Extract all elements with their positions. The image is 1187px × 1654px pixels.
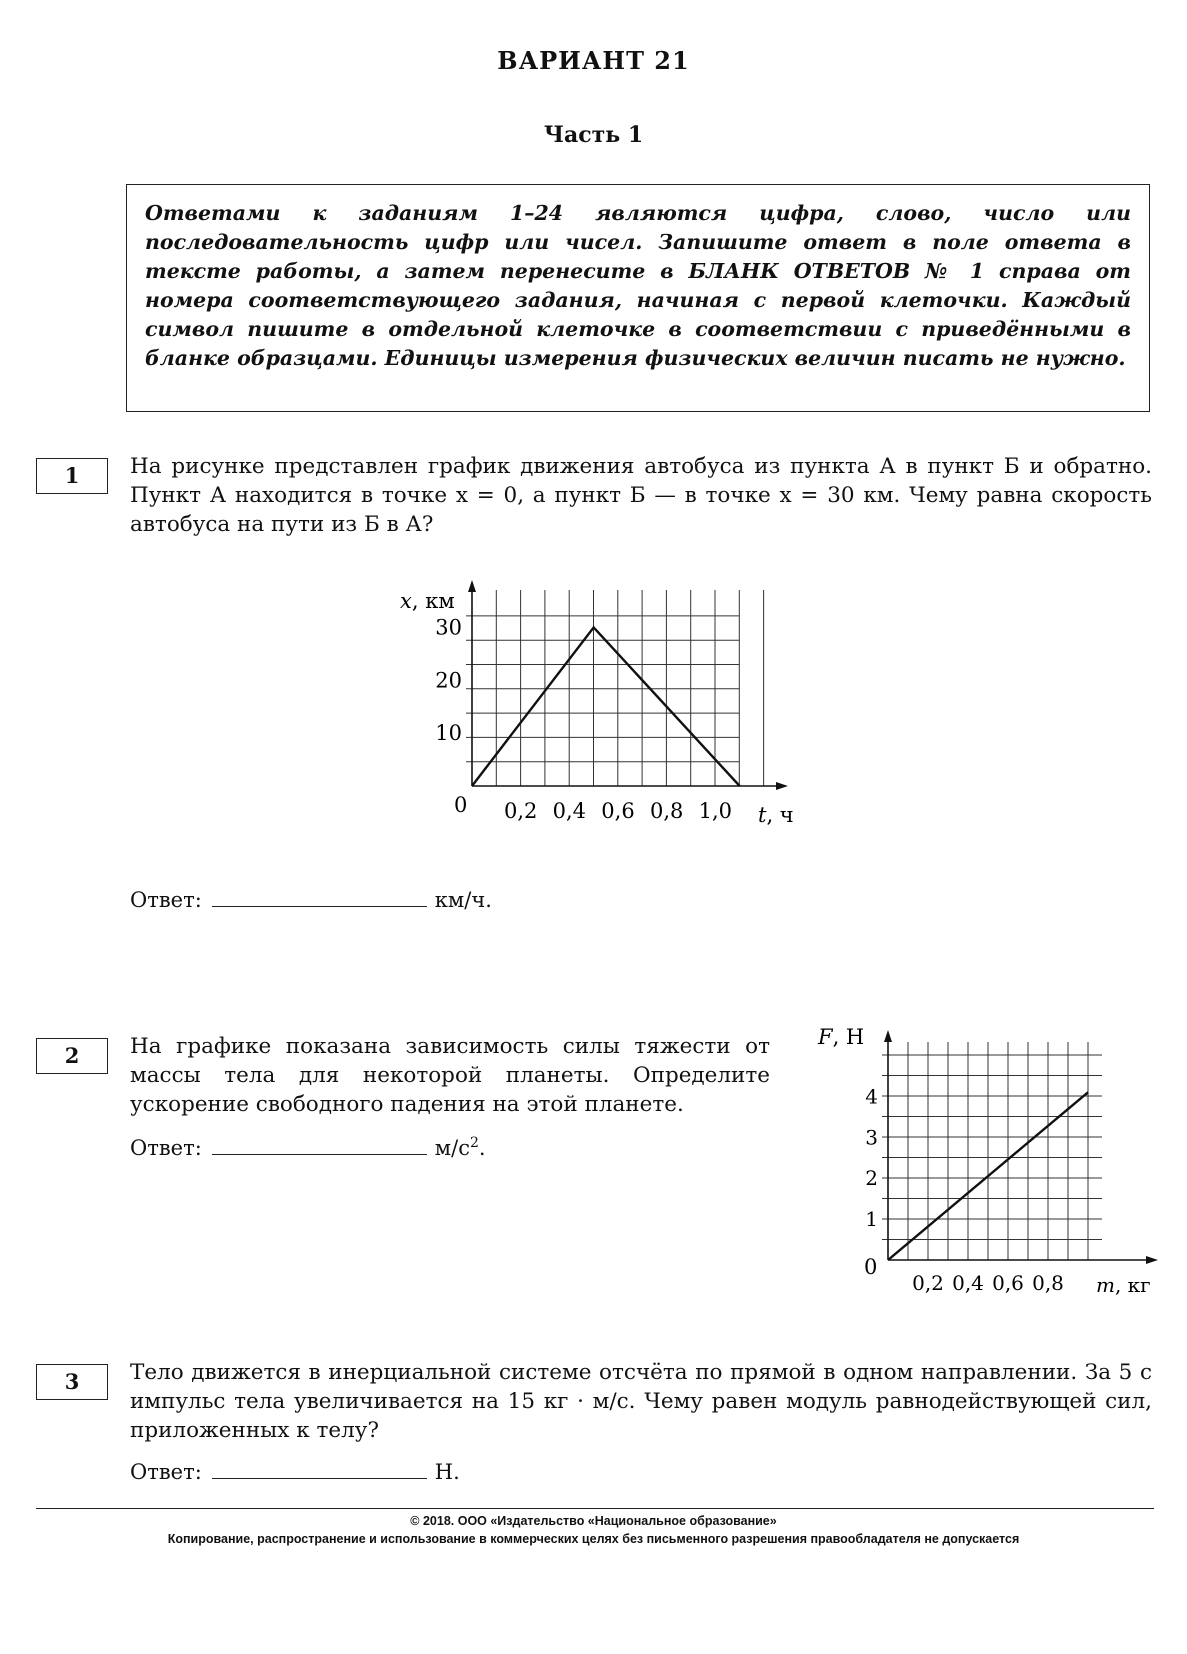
x-axis-arrow-icon <box>1146 1256 1158 1264</box>
x-tick-label: 1,0 <box>698 799 733 823</box>
task-3-answer <box>130 1456 460 1484</box>
x-tick-label: 0,2 <box>503 799 538 823</box>
task-3-answer-field[interactable] <box>212 1456 427 1479</box>
y-axis-arrow-icon <box>884 1030 892 1042</box>
y-axis-arrow-icon <box>468 580 476 592</box>
x-tick-label: 0,4 <box>952 1271 984 1295</box>
task-1-answer-field[interactable] <box>212 884 427 907</box>
task-1-answer <box>130 884 492 912</box>
graph-line <box>472 627 740 786</box>
origin-label: 0 <box>864 1255 878 1279</box>
answer-unit: $м/с^2$. <box>434 1135 486 1160</box>
task-1-text: На рисунке представлен график движения автобуса из пункта А в пункт Б и обратно. Пункт А находится в точке x = 0, а пункт Б — в точке x = 30 км. Чему равна скорость автобуса на пути из Б в А? <box>130 454 1152 537</box>
x-axis-label: t, ч <box>758 803 794 827</box>
task-3-number: 3 <box>36 1364 108 1400</box>
y-tick-label: 20 <box>435 668 462 693</box>
x-tick-label: 0,2 <box>912 1271 944 1295</box>
footer-notice: Копирование, распространение и использование в коммерческих целях без письменного разрешения правообладателя не допускается <box>167 1532 1020 1546</box>
task-2-number: 2 <box>36 1038 108 1074</box>
part-title: Часть 1 <box>543 122 644 148</box>
y-axis-label: x, км <box>400 589 455 613</box>
y-tick-label: 3 <box>865 1125 878 1150</box>
x-tick-label: 0,6 <box>992 1271 1024 1295</box>
answer-label: Ответ: <box>130 1136 202 1160</box>
x-tick-label: 0,6 <box>601 799 635 823</box>
task-2-answer <box>130 1132 486 1160</box>
y-tick-label: 10 <box>435 721 462 746</box>
task-3-text: Тело движется в инерциальной системе отсчёта по прямой в одном направлении. За 5 с импульс тела увеличивается на 15 кг · м/с. Чему равен модуль равнодействующей сил, приложенных к телу? <box>130 1360 1152 1443</box>
x-tick-label: 0,8 <box>1032 1271 1064 1295</box>
task-2-answer-field[interactable] <box>212 1132 427 1155</box>
task-1-number: 1 <box>36 458 108 494</box>
variant-title: ВАРИАНТ 21 <box>497 46 690 75</box>
footer-divider <box>36 1508 1154 1509</box>
chart-position-time <box>380 578 820 848</box>
answer-label: Ответ: <box>130 1460 202 1484</box>
answer-unit: км/ч. <box>434 888 492 912</box>
answer-unit: Н. <box>434 1460 460 1484</box>
task-2-text: На графике показана зависимость силы тяжести от массы тела для некоторой планеты. Определите ускорение свободного падения на этой планете. <box>130 1034 770 1117</box>
x-axis-arrow-icon <box>776 782 788 790</box>
y-axis-label: F, Н <box>818 1025 865 1049</box>
footer-copyright: © 2018. ООО «Издательство «Национальное образование» <box>410 1514 777 1528</box>
x-tick-label: 0,8 <box>649 799 684 823</box>
x-axis-label: m, кг <box>1096 1273 1151 1297</box>
answer-label: Ответ: <box>130 888 202 912</box>
y-tick-label: 4 <box>865 1084 878 1109</box>
y-tick-label: 1 <box>865 1207 878 1232</box>
instructions-box: Ответами к заданиям 1–24 являются цифра, слово, число или последовательность цифр или чисел. Запишите ответ в поле ответа в тексте работы, а затем перенесите в БЛАНК ОТВЕТОВ № 1 справа от номера соответствующего задания, начиная с первой клеточки. Каждый символ пишите в отдельной клеточке в соответствии с приведёнными в бланке образцами. Единицы измерения физических величин писать не нужно. <box>126 184 1150 412</box>
y-tick-label: 2 <box>865 1166 878 1191</box>
chart-force-mass <box>810 1020 1180 1300</box>
y-tick-label: 30 <box>435 615 462 640</box>
origin-label: 0 <box>454 793 468 817</box>
x-tick-label: 0,4 <box>552 799 587 823</box>
